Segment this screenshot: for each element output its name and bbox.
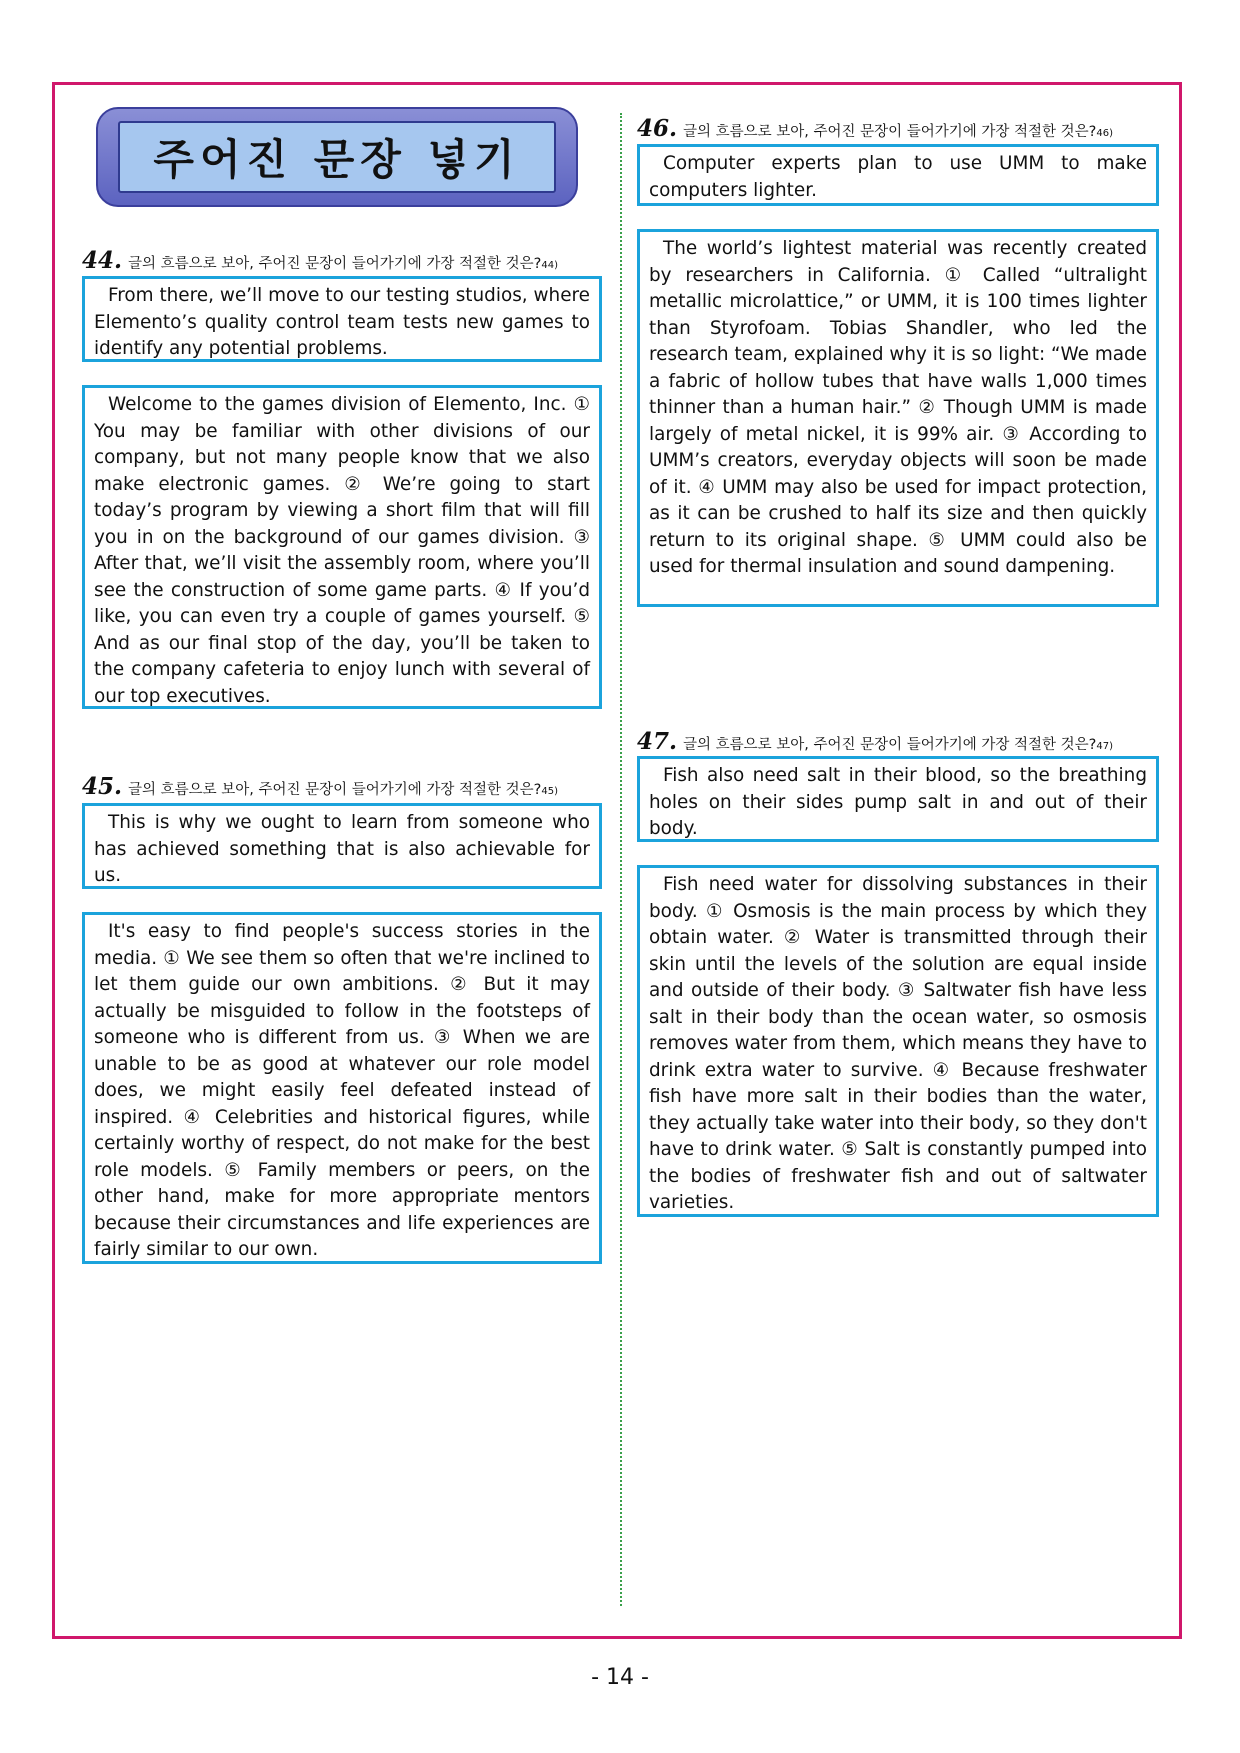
question-prompt: 글의 흐름으로 보아, 주어진 문장이 들어가기에 가장 적절한 것은? <box>683 124 1097 140</box>
question-46-header <box>637 115 1113 142</box>
question-45-header <box>82 773 558 800</box>
question-prompt: 글의 흐름으로 보아, 주어진 문장이 들어가기에 가장 적절한 것은? <box>128 782 542 798</box>
question-number: 46. <box>637 115 678 142</box>
question-number: 47. <box>637 728 678 755</box>
question-47-header <box>637 728 1113 755</box>
question-ref: 47) <box>1096 741 1114 752</box>
question-44-header <box>82 247 558 274</box>
question-44-given-sentence: From there, we’ll move to our testing studios, where Elemento’s quality control team tests new games to identify any potential problems. <box>82 276 602 362</box>
section-title-banner <box>96 107 578 207</box>
question-47-given-sentence: Fish also need salt in their blood, so the breathing holes on their sides pump salt in and out of their body. <box>637 756 1159 842</box>
question-46-given-sentence: Computer experts plan to use UMM to make computers lighter. <box>637 144 1159 206</box>
question-ref: 46) <box>1096 128 1114 139</box>
section-title-panel <box>118 121 556 193</box>
section-title: 주어진 문장 넣기 <box>153 135 521 184</box>
question-ref: 45) <box>541 786 559 797</box>
question-ref: 44) <box>541 260 559 271</box>
column-divider <box>620 113 622 1606</box>
page-number: - 14 - <box>591 1665 649 1690</box>
question-45-passage: It's easy to find people's success stories in the media. ① We see them so often that we're inclined to let them guide our own ambitions. ② But it may actually be misguided to follow in the footsteps of someone who is different from us. ③ When we are unable to be as good at whatever our role model does, we might easily feel defeated instead of inspired. ④ Celebrities and historical figures, while certainly worthy of respect, do not make for the best role models. ⑤ Family members or peers, on the other hand, make for more appropriate mentors because their circumstances and life experiences are fairly similar to our own. <box>82 912 602 1264</box>
question-44-passage: Welcome to the games division of Elemento, Inc. ① You may be familiar with other divisions of our company, but not many people know that we also make electronic games. ② We’re going to start today’s program by viewing a short film that will fill you in on the background of our games division. ③ After that, we’ll visit the assembly room, where you’ll see the construction of some game parts. ④ If you’d like, you can even try a couple of games yourself. ⑤ And as our final stop of the day, you’ll be taken to the company cafeteria to enjoy lunch with several of our top executives. <box>82 385 602 709</box>
question-number: 44. <box>82 247 123 274</box>
question-47-passage: Fish need water for dissolving substances in their body. ① Osmosis is the main process by which they obtain water. ② Water is transmitted through their skin until the levels of the solution are equal inside and outside of their body. ③ Saltwater fish have less salt in their body than the ocean water, so osmosis removes water from them, which means they have to drink extra water to survive. ④ Because freshwater fish have more salt in their bodies than the water, they actually take water into their body, so they don't have to drink water. ⑤ Salt is constantly pumped into the bodies of freshwater fish and out of saltwater varieties. <box>637 865 1159 1217</box>
question-46-passage: The world’s lightest material was recently created by researchers in California. ① Called “ultralight metallic microlattice,” or UMM, it is 100 times lighter than Styrofoam. Tobias Shandler, who led the research team, explained why it is so light: “We made a fabric of hollow tubes that have walls 1,000 times thinner than a human hair.” ② Though UMM is made largely of metal nickel, it is 99% air. ③ According to UMM’s creators, everyday objects will soon be made of it. ④ UMM may also be used for impact protection, as it can be crushed to half its size and then quickly return to its original shape. ⑤ UMM could also be used for thermal insulation and sound dampening. <box>637 229 1159 607</box>
question-number: 45. <box>82 773 123 800</box>
question-prompt: 글의 흐름으로 보아, 주어진 문장이 들어가기에 가장 적절한 것은? <box>128 256 542 272</box>
question-prompt: 글의 흐름으로 보아, 주어진 문장이 들어가기에 가장 적절한 것은? <box>683 737 1097 753</box>
question-45-given-sentence: This is why we ought to learn from someone who has achieved something that is also achievable for us. <box>82 803 602 889</box>
